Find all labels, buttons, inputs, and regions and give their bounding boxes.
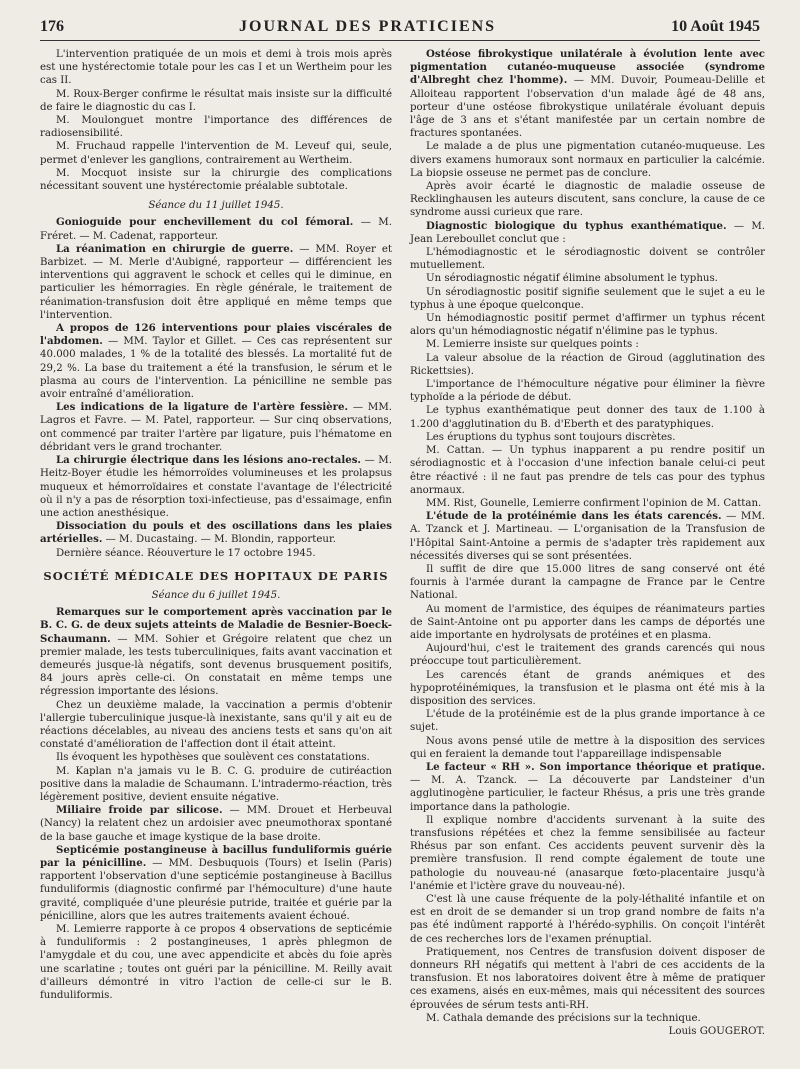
paragraph-text: Dernière séance. Réouverture le 17 octobre 1945.	[56, 547, 316, 559]
paragraph	[410, 642, 765, 668]
page-number: 176	[40, 18, 64, 35]
paragraph-title: Septicémie postangineuse à bacillus funduliformis guérie par la pénicilline.	[40, 843, 392, 869]
paragraph	[410, 286, 765, 312]
paragraph-title: L'étude de la protéinémie dans les états carencés.	[426, 510, 722, 523]
paragraph-text: Le typhus exanthématique peut donner des taux de 1.100 à 1.200 d'agglutination du B. d'Eberth et des paratyphiques.	[410, 405, 765, 430]
section-heading: SOCIÉTÉ MÉDICALE DES HOPITAUX DE PARIS	[43, 568, 389, 583]
paragraph	[40, 751, 392, 764]
paragraph	[40, 243, 392, 322]
paragraph-text: — MM. A. Tzanck et J. Martineau. — L'organisation de la Transfusion de l'Hôpital Saint-Antoine a permis de s'adapter très rapidement aux nécessités diverses qui se sont présentées.	[410, 511, 765, 562]
session-date	[40, 589, 392, 602]
right-column	[410, 48, 765, 1038]
paragraph-text: Les carencés étant de grands anémiques et des hypoprotéinémiques, la transfusion et le plasma ont été mis à la disposition des services.	[410, 669, 765, 707]
paragraph	[40, 923, 392, 1002]
paragraph-text: — M. Jean Lereboullet conclut que :	[410, 220, 765, 245]
paragraph	[410, 220, 765, 246]
paragraph-text: L'importance de l'hémoculture négative pour éliminer la fièvre typhoïde a la période de début.	[410, 379, 765, 404]
paragraph	[410, 1012, 765, 1025]
paragraph	[410, 48, 765, 140]
paragraph	[40, 140, 392, 166]
paragraph	[410, 735, 765, 761]
paragraph	[410, 431, 765, 444]
paragraph-text: — M. Heitz-Boyer étudie les hémorroïdes volumineuses et les prolapsus muqueux et hémorroïdaires et constate l'avantage de l'électricité où il n'y a pas de résorption toxi-infectieuse, pas d'essaimage, enfin une action anesthésique.	[40, 455, 392, 519]
paragraph-title: La chirurgie électrique dans les lésions ano-rectales.	[56, 454, 361, 467]
issue-date: 10 Août 1945	[671, 18, 760, 35]
paragraph-text: — MM. Royer et Barbizet. — M. Merle d'Aubigné, rapporteur — différencient les interventions qui aggravent le schock et celles qui le diminue, en particulier les hémorragies. En règle générale, le traitement de réanimation-transfusion doit être appliqué en même temps que l'intervention.	[40, 243, 393, 321]
paragraph-title: Diagnostic biologique du typhus exanthématique.	[426, 219, 727, 232]
paragraph-text: L'étude de la protéinémie est de la plus grande importance à ce sujet.	[410, 709, 765, 734]
paragraph-text: — M. A. Tzanck. — La découverte par Landsteiner d'un agglutinogène particulier, le facteur Rhésus, a pris une très grande importance dans la pathologie.	[410, 775, 765, 813]
paragraph-title: Dissociation du pouls et des oscillations dans les plaies artérielles.	[40, 520, 392, 546]
paragraph-text: M. Kaplan n'a jamais vu le B. C. G. produire de cutiréaction positive dans la maladie de Schaumann. L'intradermo-réaction, très légèrement positive, devient ensuite négative.	[40, 765, 392, 803]
paragraph-text: — MM. Lagros et Favre. — M. Patel, rapporteur. — Sur cinq observations, ont commencé par traiter l'artère par ligature, puis l'hématome en débridant vers le grand trochanter.	[40, 402, 392, 453]
paragraph-text: Le malade a de plus une pigmentation cutanéo-muqueuse. Les divers examens humoraux sont normaux en particulier la calcémie. La biopsie osseuse ne permet pas de conclure.	[410, 141, 765, 179]
paragraph	[410, 510, 765, 563]
session-date	[40, 199, 392, 212]
paragraph-text: M. Moulonguet montre l'importance des différences de radiosensibilité.	[40, 115, 392, 140]
paragraph-text: Les éruptions du typhus sont toujours discrètes.	[426, 431, 676, 443]
paragraph-text: — MM. Sohier et Grégoire relatent que chez un premier malade, les tests tuberculiniques, faits avant vaccination et demeurés jusque-là négatifs, sont devenus brusquement positifs, 84 jours après celle-ci. On constatait en même temps une régression importante des lésions.	[40, 633, 392, 698]
paragraph-text: — M. Ducastaing. — M. Blondin, rapporteur.	[102, 534, 336, 546]
paragraph-text: M. Lemierre insiste sur quelques points :	[426, 339, 639, 351]
paragraph	[40, 520, 392, 546]
paragraph-text: Après avoir écarté le diagnostic de maladie osseuse de Recklinghausen les auteurs discutent, sans conclure, la cause de ce syndrome aussi curieux que rare.	[410, 181, 765, 219]
paragraph-text: Aujourd'hui, c'est le traitement des grands carencés qui nous préoccupe tout particulièrement.	[410, 643, 765, 668]
paragraph-text: M. Cattan. — Un typhus inapparent a pu rendre positif un sérodiagnostic et à l'occasion d'une infection banale celui-ci peut être réactivé : il ne faut pas prendre de tels cas pour des typhus anormaux.	[410, 445, 765, 496]
paragraph-text: — MM. Drouet et Herbeuval (Nancy) la relatent chez un ardoisier avec pneumothorax spontané de la base gauche et image kystique de la base droite.	[40, 805, 392, 843]
paragraph-title: Remarques sur le comportement après vaccination par le B. C. G. de deux sujets atteints de Maladie de Besnier-Boeck-Schaumann.	[40, 606, 392, 645]
paragraph-title: La réanimation en chirurgie de guerre.	[56, 242, 294, 255]
paragraph-text: M. Mocquot insiste sur la chirurgie des complications nécessitant souvent une hystérectomie préalable subtotale.	[40, 167, 392, 193]
paragraph-text: Pratiquement, nos Centres de transfusion doivent disposer de donneurs RH négatifs qui mettent à l'abri de ces accidents de la transfusion. Et nos laboratoires doivent être à même de pratiquer ces examens, aisés en eux-mêmes, mais qui nécessitent des sources éprouvées de sérum tests anti-RH.	[410, 946, 765, 1011]
paragraph	[410, 708, 765, 734]
paragraph-text: MM. Rist, Gounelle, Lemierre confirment l'opinion de M. Cattan.	[426, 497, 762, 509]
paragraph-text: Louis GOUGEROT.	[668, 1026, 765, 1038]
paragraph	[410, 814, 765, 893]
paragraph	[410, 563, 765, 603]
paragraph	[410, 272, 765, 285]
paragraph	[410, 180, 765, 220]
paragraph	[410, 140, 765, 180]
paragraph-title: Ostéose fibrokystique unilatérale à évolution lente avec pigmentation cutanéo-muqueuse associée (syndrome d'Albreght chez l'homme).	[410, 48, 765, 87]
paragraph-text: Il suffit de dire que 15.000 litres de sang conservé ont été fournis à l'armée durant la campagne de France par le Centre National.	[410, 563, 765, 602]
paragraph	[40, 401, 392, 454]
paragraph-text: Un sérodiagnostic négatif élimine absolument le typhus.	[426, 273, 718, 285]
paragraph	[40, 699, 392, 752]
paragraph	[410, 378, 765, 404]
paragraph-text: La valeur absolue de la réaction de Giroud (agglutination des Rickettsies).	[410, 352, 765, 377]
page-header	[40, 14, 760, 41]
paragraph-text: Un hémodiagnostic positif permet d'affirmer un typhus récent alors qu'un hémodiagnostic négatif n'élimine pas le typhus.	[410, 313, 765, 338]
paragraph-text: — MM. Taylor et Gillet. — Ces cas représentent sur 40.000 malades, 1 % de la totalité des blessés. La mortalité fut de 29,2 %. La base du traitement a été la transfusion, le sérum et le plasma au cours de l'intervention. La pénicilline ne semble pas avoir entraîné d'amélioration.	[40, 336, 392, 401]
paragraph-text: M. Cathala demande des précisions sur la technique.	[426, 1012, 701, 1024]
paragraph	[410, 352, 765, 378]
paragraph-title: Miliaire froide par silicose.	[56, 804, 223, 817]
paragraph	[40, 88, 392, 114]
paragraph	[410, 497, 765, 510]
paragraph-text: Ils évoquent les hypothèses que soulèvent ces constatations.	[56, 752, 370, 764]
paragraph-title: Les indications de la ligature de l'artère fessière.	[56, 401, 349, 414]
paragraph	[40, 48, 392, 88]
paragraph	[410, 893, 765, 946]
paragraph-title: A propos de 126 interventions pour plaies viscérales de l'abdomen.	[40, 322, 392, 348]
paragraph	[410, 246, 765, 272]
paragraph-text: C'est là une cause fréquente de la poly-léthalité infantile et on est en droit de se demander si un trop grand nombre de faits n'a pas été indûment rapporté à l'hérédo-syphilis. On conçoit l'intérêt de ces recherches lors de l'examen prénuptial.	[410, 894, 765, 945]
paragraph	[40, 844, 392, 923]
paragraph	[40, 454, 392, 520]
paragraph-text: L'hémodiagnostic et le sérodiagnostic doivent se contrôler mutuellement.	[410, 247, 765, 272]
paragraph-title: Le facteur « RH ». Son importance théorique et pratique.	[426, 760, 765, 773]
paragraph-text: L'intervention pratiquée de un mois et demi à trois mois après est une hystérectomie totale pour les cas I et un Wertheim pour les cas II.	[40, 49, 392, 87]
journal-title: JOURNAL DES PRATICIENS	[239, 18, 497, 35]
paragraph	[40, 167, 392, 193]
paragraph	[40, 765, 392, 805]
paragraph	[40, 114, 392, 140]
paragraph	[40, 804, 392, 844]
paragraph-text: Un sérodiagnostic positif signifie seulement que le sujet a eu le typhus à une époque quelconque.	[410, 286, 765, 311]
paragraph-text: Chez un deuxième malade, la vaccination a permis d'obtenir l'allergie tuberculinique jusque-là inexistante, sans qu'il y ait eu de réactions décelables, au niveau des anciens tests et sans qu'on ait constaté d'amélioration de l'affection dont il était atteint.	[40, 699, 392, 751]
paragraph-text: M. Roux-Berger confirme le résultat mais insiste sur la difficulté de faire le diagnostic du cas I.	[40, 88, 392, 113]
paragraph	[40, 322, 392, 401]
paragraph-text: — MM. Duvoir, Poumeau-Delille et Alloiteau rapportent l'observation d'un malade âgé de 48 ans, porteur d'une ostéose fibrokystique unilatérale évoluant depuis l'âge de 3 ans et s'étant manifestée par un certain nombre de fractures spontanées.	[410, 75, 765, 140]
paragraph	[410, 338, 765, 351]
paragraph	[410, 603, 765, 643]
paragraph	[410, 669, 765, 709]
paragraph-text: Au moment de l'armistice, des équipes de réanimateurs parties de Saint-Antoine ont pu apporter dans les camps de déportés une aide importante en hydrolysats de protéines et en plasma.	[410, 603, 765, 641]
paragraph	[40, 216, 392, 242]
paragraph-text: Il explique nombre d'accidents survenant à la suite des transfusions répétées et chez la femme sensibilisée au facteur Rhésus par son enfant. Ces accidents peuvent survenir dès la première transfusion. Il rend compte également de toute une pathologie du nouveau-né (anasarque fœto-placentaire jusqu'à l'anémie et l'ictère grave du nouveau-né).	[410, 814, 765, 892]
paragraph-text: — M. Fréret. — M. Cadenat, rapporteur.	[40, 217, 392, 242]
paragraph	[410, 404, 765, 430]
paragraph-text: M. Fruchaud rappelle l'intervention de M. Leveuf qui, seule, permet d'enlever les ganglions, contrairement au Wertheim.	[40, 141, 392, 166]
paragraph	[40, 606, 392, 698]
signature	[410, 1025, 765, 1038]
left-column	[40, 48, 392, 1002]
paragraph-text: — MM. Desbuquois (Tours) et Iselin (Paris) rapportent l'observation d'une septicémie postangineuse à Bacillus funduliformis (diagnostic confirmé par l'hémoculture) d'une haute gravité, compliquée d'une pleurésie putride, traitée et guérie par la pénicilline, alors que les autres traitements avaient échoué.	[40, 857, 392, 922]
paragraph-title: Gonioguide pour enchevillement du col fémoral.	[56, 216, 354, 229]
paragraph	[40, 547, 392, 560]
paragraph	[410, 444, 765, 497]
paragraph-text: Séance du 11 juillet 1945.	[148, 200, 284, 212]
paragraph-text: M. Lemierre rapporte à ce propos 4 observations de septicémie à funduliformis : 2 postangineuses, 1 après phlegmon de l'amygdale et du cou, une avec appendicite et abcès du foie après une scarlatine ; toutes ont guéri par la pénicilline. M. Reilly avait d'ailleurs démontré in vitro l'action de celle-ci sur le B. funduliformis.	[40, 924, 392, 1002]
paragraph	[410, 761, 765, 814]
paragraph-text: Nous avons pensé utile de mettre à la disposition des services qui en feraient la demande tout l'appareillage indispensable	[410, 735, 765, 760]
paragraph	[410, 946, 765, 1012]
paragraph-text: Séance du 6 juillet 1945.	[151, 589, 281, 601]
paragraph	[410, 312, 765, 338]
